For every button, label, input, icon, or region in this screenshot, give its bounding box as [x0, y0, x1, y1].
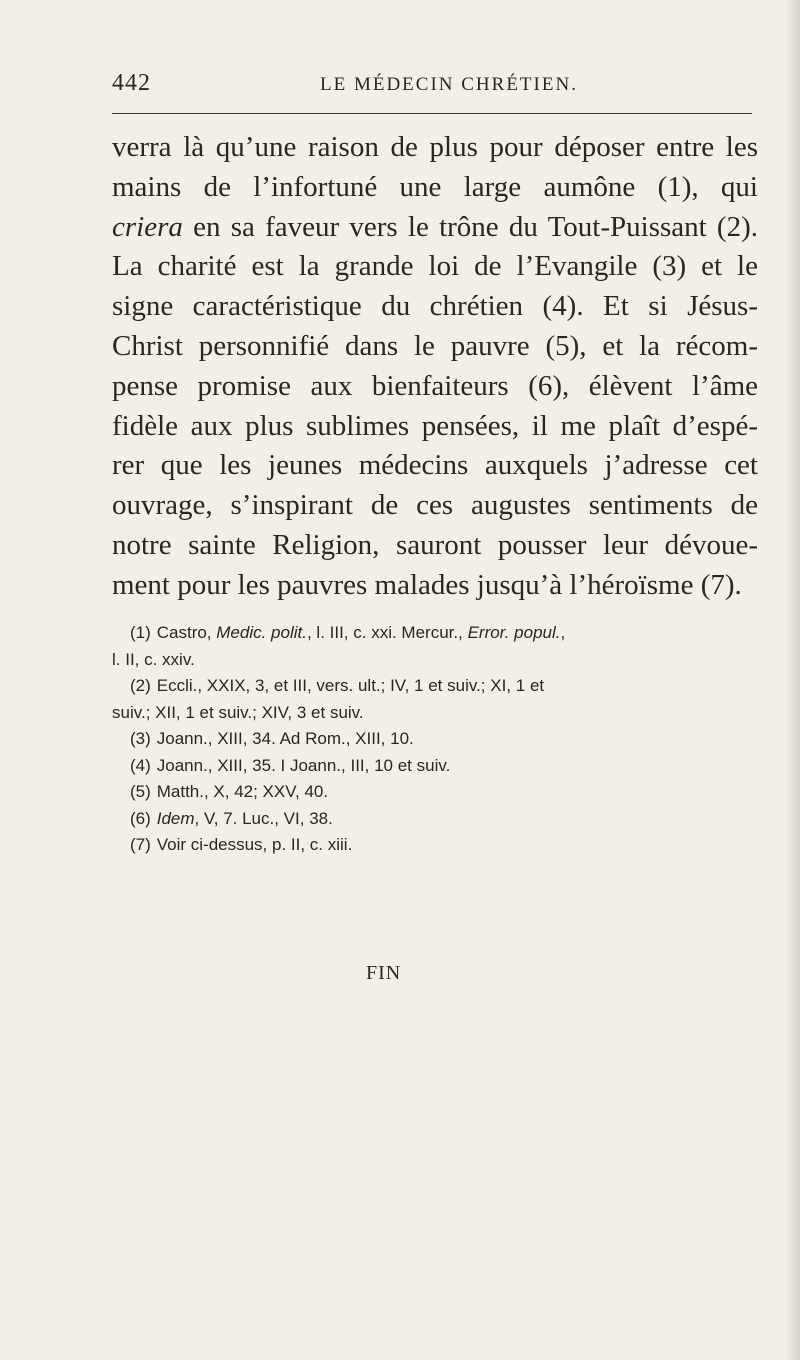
- end-mark: FIN: [366, 962, 402, 984]
- page-number: 442: [112, 70, 151, 96]
- footnote-italic: Medic. polit.: [216, 623, 307, 642]
- text-line: fidèle aux plus sublimes pensées, il me plaît d’espé-: [112, 409, 758, 442]
- footnote-7: [112, 832, 758, 859]
- text-line: signe caractéristique du chrétien (4). Et si Jésus-: [112, 290, 758, 323]
- footnote-text: Castro,: [156, 623, 212, 642]
- footnote-number: (2): [130, 676, 151, 695]
- footnote-italic: Error. popul.: [467, 623, 561, 642]
- footnote-4: [112, 753, 758, 780]
- footnote-text: Voir ci-dessus, p. II, c. xiii.: [156, 835, 353, 854]
- footnote-3: [112, 726, 758, 753]
- text-line: mains de l’infortuné une large aumône (1), qui: [112, 170, 758, 203]
- footnote-number: (1): [130, 623, 151, 642]
- italic-word: criera: [112, 210, 183, 243]
- text-line: ouvrage, s’inspirant de ces augustes sentiments de: [112, 489, 758, 522]
- text-line: pense promise aux bienfaiteurs (6), élèvent l’âme: [112, 369, 758, 402]
- page-header: [112, 70, 752, 106]
- footnote-6: [112, 806, 758, 833]
- footnote-number: (3): [130, 729, 151, 748]
- text-line: La charité est la grande loi de l’Evangile (3) et le: [112, 250, 758, 283]
- text-line: ment pour les pauvres malades jusqu’à l’héroïsme (7).: [112, 568, 742, 601]
- header-rule: [112, 113, 752, 114]
- text-line-rest: en sa faveur vers le trône du Tout-Puissant (2).: [182, 210, 758, 243]
- footnote-2: [112, 673, 758, 700]
- text-line: verra là qu’une raison de plus pour déposer entre les: [112, 131, 758, 163]
- footnote-text: Eccli., XXIX, 3, et III, vers. ult.; IV, 1 et suiv.; XI, 1 et: [156, 676, 545, 695]
- footnote-1: [112, 620, 758, 647]
- text-line: notre sainte Religion, sauront pousser leur dévoue-: [112, 528, 758, 561]
- footnote-text: ,: [560, 623, 566, 642]
- main-paragraph: [112, 128, 758, 606]
- footnote-number: (4): [130, 755, 151, 775]
- footnote-number: (5): [130, 782, 151, 801]
- footnote-number: (6): [130, 808, 151, 828]
- footnote-italic: Idem: [156, 808, 195, 828]
- footnote-text: , V, 7. Luc., VI, 38.: [194, 808, 333, 828]
- text-line: Christ personnifié dans le pauvre (5), et la récom-: [112, 329, 758, 362]
- page-edge-shadow: [786, 0, 800, 1360]
- footnote-text: Matth., X, 42; XXV, 40.: [156, 782, 329, 801]
- footnote-text: , l. III, c. xxi. Mercur.,: [306, 623, 463, 642]
- running-title: LE MÉDECIN CHRÉTIEN.: [320, 74, 578, 95]
- footnote-5: [112, 779, 758, 806]
- text-line: rer que les jeunes médecins auxquels j’adresse cet: [112, 449, 758, 482]
- footnote-text: Joann., XIII, 35. I Joann., III, 10 et suiv.: [156, 755, 451, 775]
- footnote-number: (7): [130, 835, 151, 854]
- text-line: [112, 208, 758, 248]
- footnote-2-continued: suiv.; XII, 1 et suiv.; XIV, 3 et suiv.: [112, 702, 364, 722]
- footnote-text: Joann., XIII, 34. Ad Rom., XIII, 10.: [156, 729, 414, 748]
- footnotes: [112, 620, 758, 859]
- footnote-1-continued: l. II, c. xxiv.: [112, 649, 195, 669]
